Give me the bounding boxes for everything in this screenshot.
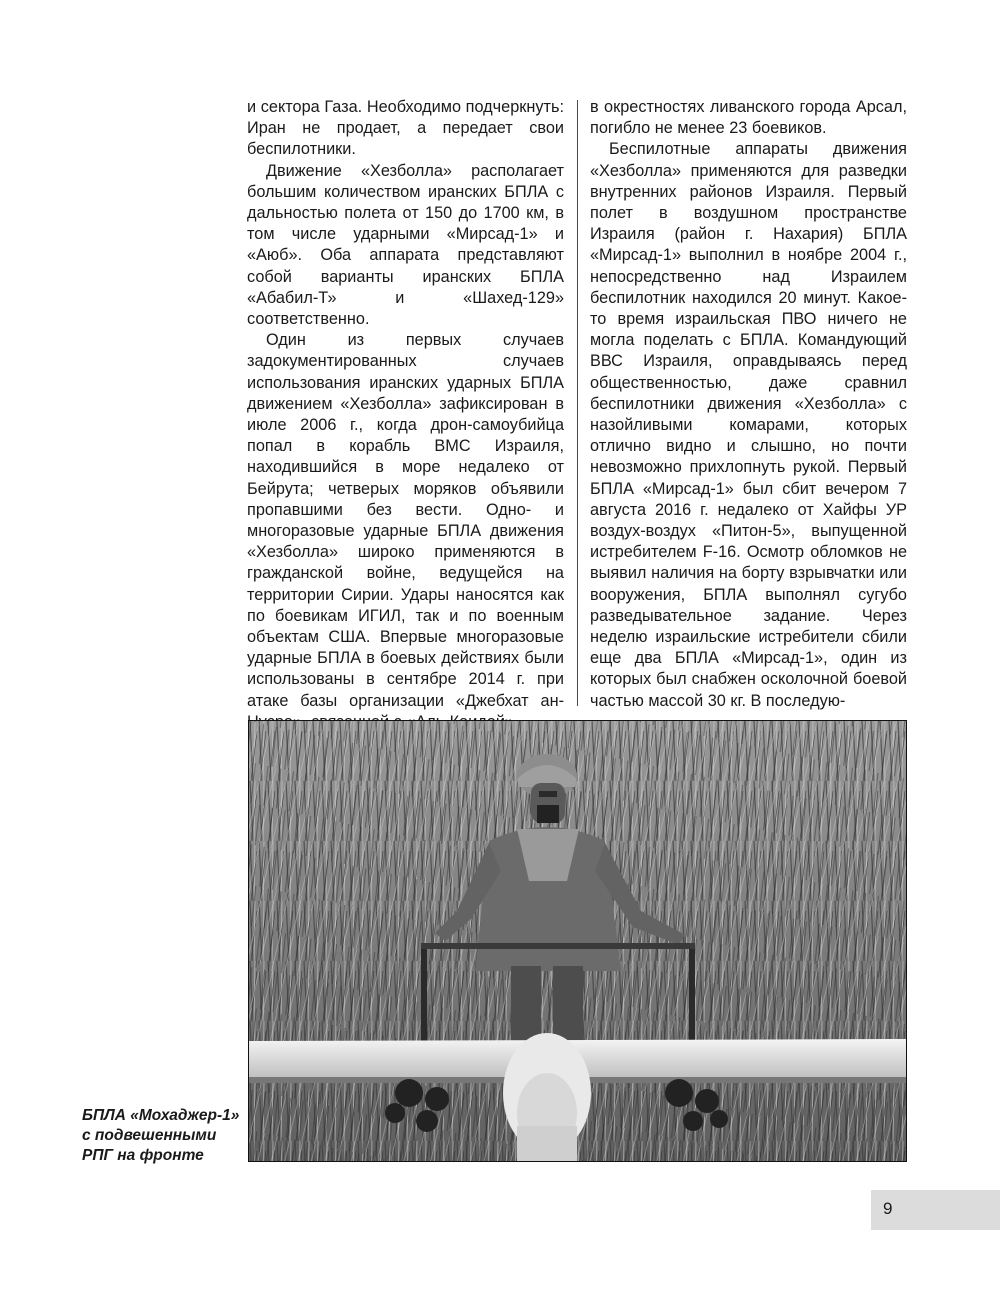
caption-line: БПЛА «Мохаджер-1» [82, 1107, 240, 1124]
paragraph: в окрестностях ливанского города Арсал, погибло не менее 23 боевиков. [590, 98, 907, 138]
page-number: 9 [883, 1199, 893, 1218]
text-column-left [247, 97, 564, 733]
drone-photo [248, 720, 907, 1162]
photo-illustration [249, 721, 907, 1162]
caption-line: с подвешенными [82, 1127, 217, 1144]
paragraph: и сектора Газа. Необходимо подчеркнуть: Иран не продает, а передает свои беспилотники. [247, 98, 564, 159]
photo-caption [82, 1106, 240, 1166]
paragraph: Беспилотные аппараты движения «Хезболла» применяются для разведки внутренних районов Израиля. Первый полет в воздушном пространстве Израиля (район г. Нахария) БПЛА «Мирсад-1» выполнил в ноябре 2004 г., непосредственно над Израилем беспилотник находился 20 минут. Какое-то время израильская ПВО ничего не могла поделать с БПЛА. Командующий ВВС Израиля, оправдываясь перед общественностью, даже сравнил беспилотники движения «Хезболла» с назойливыми комарами, которых отлично видно и слышно, но почти невозможно прихлопнуть рукой. Первый БПЛА «Мирсад-1» был сбит вечером 7 августа 2016 г. недалеко от Хайфы УР воздух-воздух «Питон-5», выпущенной истребителем F-16. Осмотр обломков не выявил наличия на борту взрывчатки или вооружения, БПЛА выполнял сугубо разведывательное задание. Через неделю израильские истребители сбили еще два БПЛА «Мирсад-1», один из которых был снабжен осколочной боевой частью массой 30 кг. В последую- [590, 140, 907, 710]
paragraph: Движение «Хезболла» располагает большим количеством иранских БПЛА с дальностью полета от 150 до 1700 км, в том числе ударными «Мирсад-1» и «Аюб». Оба аппарата представляют собой варианты иранских БПЛА «Абабил-Т» и «Шахед-129» соответственно. [247, 161, 564, 329]
caption-line: РПГ на фронте [82, 1147, 204, 1164]
paragraph: Один из первых случаев задокументированных случаев использования иранских ударных БПЛА движением «Хезболла» зафиксирован в июле 2006 г., когда дрон-самоубийца попал в корабль ВМС Израиля, находившийся в море недалеко от Бейрута; четверых моряков объявили пропавшими без вести. Одно- и многоразовые ударные БПЛА движения «Хезболла» широко применяются в гражданской войне, ведущейся на территории Сирии. Удары наносятся как по боевикам ИГИЛ, так и по военным объектам США. Впервые многоразовые ударные БПЛА в боевых действиях были использованы в сентябре 2014 г. при атаке базы организации «Джебхат ан- [247, 331, 564, 710]
text-column-right [590, 97, 907, 712]
column-divider [577, 100, 578, 706]
